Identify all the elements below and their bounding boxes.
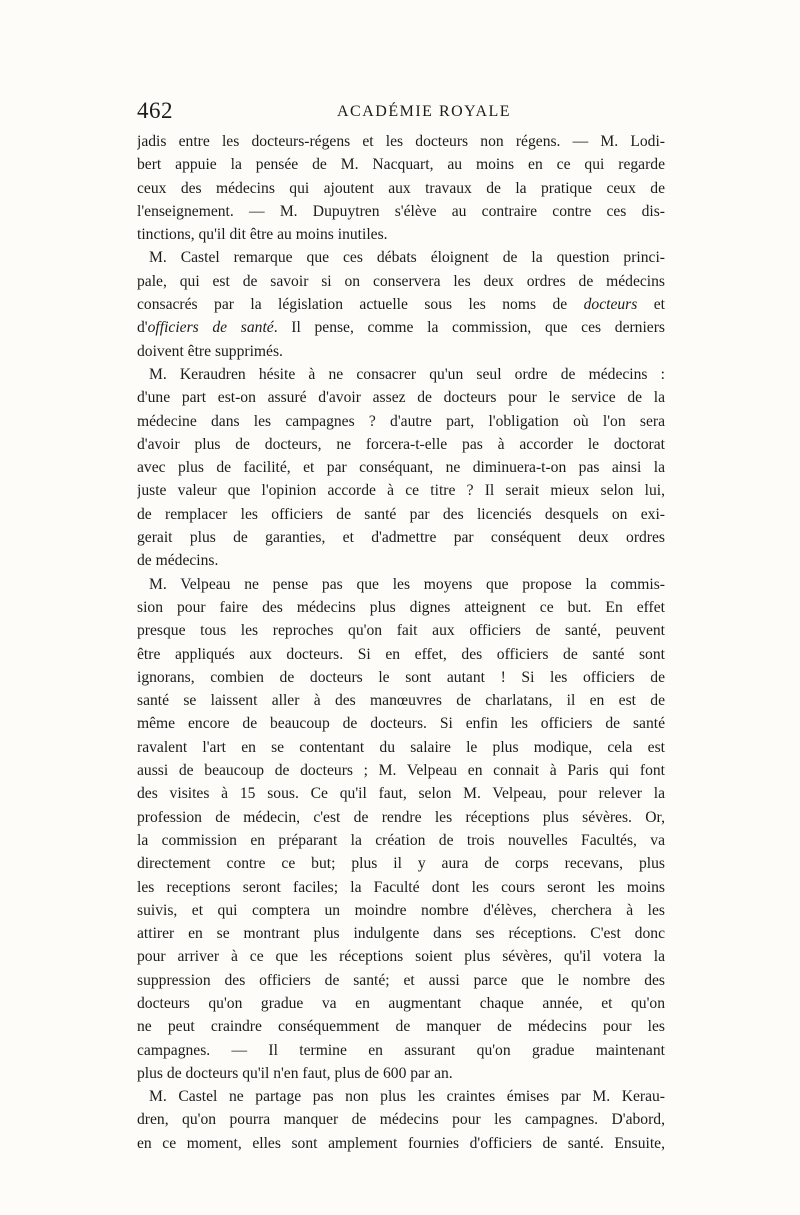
text-line: bert appuie la pensée de M. Nacquart, au moins en ce qui regarde (137, 156, 665, 174)
text-line: aussi de beaucoup de docteurs ; M. Velpeau en connait à Paris qui font (137, 762, 665, 780)
text-line: être appliqués aux docteurs. Si en effet, des officiers de santé sont (137, 645, 665, 663)
text-line: suppression des officiers de santé; et aussi parce que le nombre des (137, 971, 665, 989)
text-line: dren, qu'on pourra manquer de médecins pour les campagnes. D'abord, (137, 1111, 665, 1129)
text-line: consacrés par la législation actuelle sous les noms de docteurs et (137, 296, 665, 314)
text-line: presque tous les reproches qu'on fait aux officiers de santé, peuvent (137, 622, 665, 640)
text-line: M. Velpeau ne pense pas que les moyens que propose la commis- (149, 575, 665, 593)
text-line: docteurs qu'on gradue va en augmentant chaque année, et qu'on (137, 994, 665, 1012)
text-line: M. Keraudren hésite à ne consacrer qu'un seul ordre de médecins : (149, 365, 665, 383)
text-line: pale, qui est de savoir si on conservera les deux ordres de médecins (137, 272, 665, 290)
text-line: des visites à 15 sous. Ce qu'il faut, selon M. Velpeau, pour relever la (137, 785, 665, 803)
text-line: d'officiers de santé. Il pense, comme la commission, que ces derniers (137, 319, 665, 337)
text-line: la commission en préparant la création de trois nouvelles Facultés, va (137, 831, 665, 849)
text-line: tinctions, qu'il dit être au moins inutiles. (137, 226, 388, 244)
page-header (137, 98, 665, 128)
text-line: même encore de beaucoup de docteurs. Si enfin les officiers de santé (137, 715, 665, 733)
text-line: d'avoir plus de docteurs, ne forcera-t-elle pas à accorder le doctorat (137, 435, 665, 453)
text-line: ravalent l'art en se contentant du salaire le plus modique, cela est (137, 738, 665, 756)
text-line: M. Castel remarque que ces débats éloignent de la question princi- (149, 249, 665, 267)
text-line: médecine dans les campagnes ? d'autre part, l'obligation où l'on sera (137, 412, 665, 430)
text-line: de médecins. (137, 552, 219, 570)
text-line: directement contre ce but; plus il y aura de corps recevans, plus (137, 855, 665, 873)
text-line: attirer en se montrant plus indulgente dans ses réceptions. C'est donc (137, 925, 665, 943)
text-line: juste valeur que l'opinion accorde à ce titre ? Il serait mieux selon lui, (137, 482, 665, 500)
body-text (137, 130, 665, 1155)
text-line: ne peut craindre conséquemment de manquer de médecins pour les (137, 1018, 665, 1036)
text-line: plus de docteurs qu'il n'en faut, plus de 600 par an. (137, 1064, 453, 1082)
text-line: les receptions seront faciles; la Faculté dont les cours seront les moins (137, 878, 665, 896)
text-line: M. Castel ne partage pas non plus les craintes émises par M. Kerau- (149, 1088, 665, 1106)
text-line: ignorans, combien de docteurs le sont autant ! Si les officiers de (137, 668, 665, 686)
text-line: l'enseignement. — M. Dupuytren s'élève au contraire contre ces dis- (137, 202, 665, 220)
text-line: santé se laissent aller à des manœuvres de charlatans, il en est de (137, 692, 665, 710)
text-line: ceux des médecins qui ajoutent aux travaux de la pratique ceux de (137, 179, 665, 197)
text-line: d'une part est-on assuré d'avoir assez de docteurs pour le service de la (137, 389, 665, 407)
text-line: profession de médecin, c'est de rendre les réceptions plus sévères. Or, (137, 808, 665, 826)
text-line: campagnes. — Il termine en assurant qu'on gradue maintenant (137, 1041, 665, 1059)
page-number: 462 (137, 98, 173, 123)
text-line: suivis, et qui comptera un moindre nombre d'élèves, cherchera à les (137, 901, 665, 919)
text-line: sion pour faire des médecins plus dignes atteignent ce but. En effet (137, 598, 665, 616)
text-line: en ce moment, elles sont amplement fournies d'officiers de santé. Ensuite, (137, 1134, 665, 1152)
text-line: jadis entre les docteurs-régens et les docteurs non régens. — M. Lodi- (137, 133, 665, 150)
text-line: de remplacer les officiers de santé par des licenciés desquels on exi- (137, 505, 665, 523)
running-head: ACADÉMIE ROYALE (337, 103, 512, 120)
text-line: avec plus de facilité, et par conséquant, ne diminuera-t-on pas ainsi la (137, 459, 665, 477)
text-line: gerait plus de garanties, et d'admettre par conséquent deux ordres (137, 529, 665, 547)
text-line: pour arriver à ce que les réceptions soient plus sévères, qu'il votera la (137, 948, 665, 966)
text-line: doivent être supprimés. (137, 342, 283, 360)
